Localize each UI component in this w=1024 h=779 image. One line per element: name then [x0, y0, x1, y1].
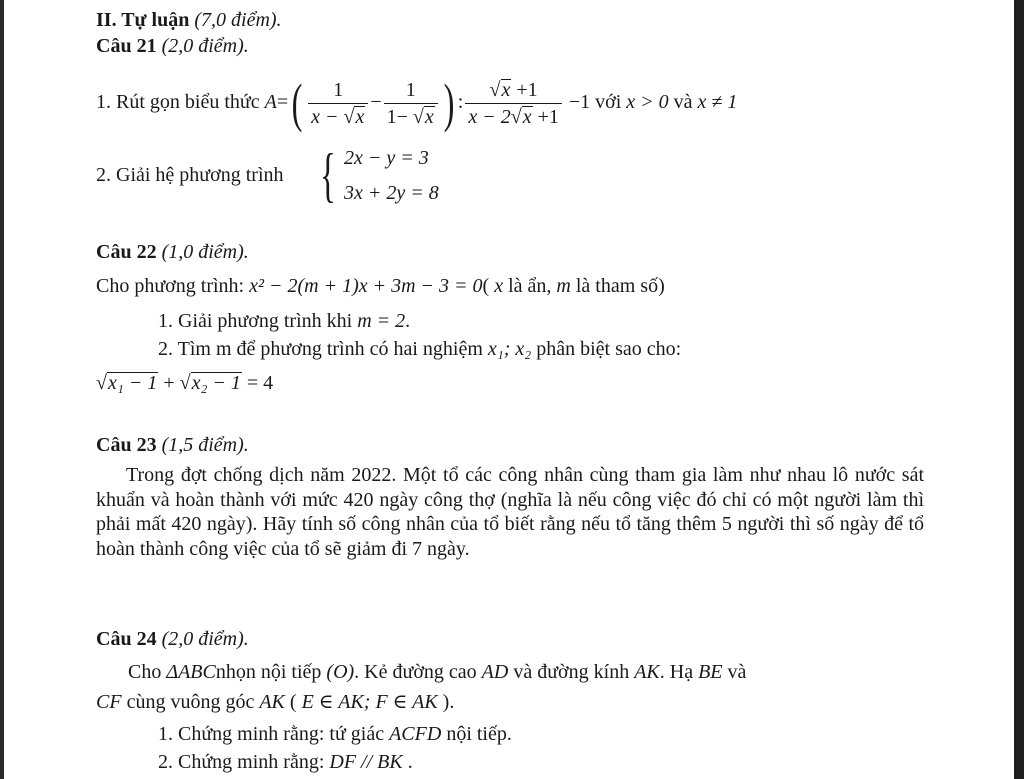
q22-equation: x² − 2(m + 1)x + 3m − 3 = 0 [249, 275, 483, 297]
q24-l2-c: ). [437, 691, 455, 713]
part-heading [96, 8, 282, 32]
q21-title: Câu 21 [96, 35, 157, 57]
q24-l1-d: và đường kính [508, 661, 635, 683]
q22-points: (1,0 điểm). [156, 241, 249, 263]
q21-equals: = [276, 91, 289, 113]
q24-l1-b: nhọn nội tiếp [215, 661, 327, 683]
q22-item1-end: . [405, 310, 411, 332]
part-heading-title: II. Tự luận [96, 9, 190, 31]
q24-item1-end: nội tiếp. [441, 723, 512, 745]
part-heading-points: (7,0 điểm). [189, 9, 282, 31]
q21-condition-2: x ≠ 1 [697, 91, 738, 113]
fraction-2-denominator [384, 104, 438, 128]
q24-item2-text: 2. Chứng minh rằng: [158, 751, 330, 773]
q24-l1-c: . Kẻ đường cao [354, 661, 482, 683]
system-equation-1: 2x − y = 3 [344, 147, 429, 169]
q22-item1-text: 1. Giải phương trình khi [158, 310, 358, 332]
sqrt-content: x [522, 105, 532, 128]
q22-note-end: là tham số) [570, 275, 665, 297]
q24-l2-b: ( [284, 691, 302, 713]
q24-DF-parallel-BK: DF // BK [329, 751, 403, 773]
fraction-3-denominator [465, 104, 562, 128]
fraction-2-den-part: 1− [386, 105, 413, 128]
q24-item1-text: 1. Chứng minh rằng: tứ giác [158, 723, 390, 745]
q22-note-open: ( [482, 275, 495, 297]
q21-colon: : [457, 91, 464, 113]
q22-heading [96, 240, 249, 264]
fraction-1-den-part: x − [311, 105, 344, 128]
sqrt-content: x [355, 105, 365, 128]
sqrt-content: x [501, 78, 511, 101]
q24-CF: CF [96, 691, 122, 713]
q23-body: Trong đợt chống dịch năm 2022. Một tổ các công nhân cùng tham gia làm như nhau lô nước sát khuẩn và hoàn thành với mức 420 ngày công thợ (nghĩa là nếu công việc đó chỉ có một người làm thì phải mất 420 ngày). Hãy tính số công nhân của tổ biết rằng nếu tổ tăng thêm 5 người thì số ngày để tổ hoàn thành công việc của tổ sẽ giảm đi 7 ngày. [96, 464, 924, 560]
q21-item2 [96, 163, 284, 187]
sqrt-glyph: √x₁ − 1 [96, 372, 158, 394]
q22-item2-end: phân biệt sao cho: [531, 338, 682, 360]
q24-AD: AD [481, 661, 509, 683]
q21-and: và [668, 91, 698, 113]
q24-item1 [158, 722, 512, 746]
q22-root-1: x₁ − 1 [107, 372, 158, 394]
fraction-3-den-part: x − 2 [468, 105, 511, 128]
q22-note-mid: là ẩn, [503, 275, 557, 297]
fraction-3-den-tail: +1 [532, 105, 559, 128]
sqrt-glyph: √x [343, 105, 365, 128]
q23-title: Câu 23 [96, 434, 157, 456]
q24-l1-e: . Hạ [659, 661, 699, 683]
q21-heading [96, 34, 249, 58]
q21-fraction-2 [384, 79, 438, 128]
q24-item2 [158, 750, 413, 774]
q24-item2-end: . [402, 751, 413, 773]
fraction-3-numerator [465, 79, 562, 104]
q24-AK-2: AK [259, 691, 285, 713]
system-brace-glyph: { [320, 142, 336, 208]
q21-item1-text: 1. Rút gọn biểu thức [96, 91, 260, 113]
q22-item2-text: 2. Tìm m để phương trình có hai nghiệm [158, 338, 488, 360]
q22-intro-text: Cho phương trình: [96, 275, 250, 297]
q22-title: Câu 22 [96, 241, 157, 263]
q24-AK: AK [634, 661, 660, 683]
right-paren-glyph: ) [443, 73, 455, 134]
q23-paragraph [96, 463, 924, 561]
q24-line1 [128, 660, 746, 684]
q24-circle: (O) [326, 661, 355, 683]
q21-fraction-1 [308, 79, 368, 128]
fraction-1-denominator [308, 104, 368, 128]
q22-item1-math: m = 2 [357, 310, 406, 332]
q21-condition-1: x > 0 [626, 91, 669, 113]
q22-root-2: x₂ − 1 [191, 372, 241, 394]
sqrt-glyph: √x₂ − 1 [179, 372, 241, 394]
q21-var-A: A [264, 91, 277, 113]
q24-heading [96, 627, 249, 651]
q21-item2-text: 2. Giải hệ phương trình [96, 164, 284, 186]
q22-var-m: m [556, 275, 571, 297]
q24-condition: E ∈ AK; F ∈ AK [301, 691, 438, 713]
sqrt-content: x [424, 105, 434, 128]
sqrt-glyph: √x [489, 78, 511, 101]
right-edge-border [1014, 0, 1024, 779]
sqrt-glyph: √x [412, 105, 434, 128]
q21-fraction-3 [465, 79, 562, 128]
q23-heading [96, 433, 249, 457]
q22-condition [96, 371, 273, 395]
sqrt-glyph: √x [510, 105, 532, 128]
q22-item2-vars: x₁; x₂ [487, 338, 532, 360]
q24-BE: BE [698, 661, 723, 683]
left-paren-glyph: ( [291, 73, 303, 134]
q21-minus: − [370, 91, 382, 113]
q21-item1 [96, 72, 737, 132]
q22-item2 [158, 337, 681, 361]
q21-tail: −1 với [563, 91, 627, 113]
q24-l2-a: cùng vuông góc [121, 691, 260, 713]
q22-var-x: x [494, 275, 504, 297]
q24-ACFD: ACFD [389, 723, 442, 745]
q24-title: Câu 24 [96, 628, 157, 650]
fraction-2-numerator: 1 [384, 79, 438, 104]
system-equation-2: 3x + 2y = 8 [344, 182, 439, 204]
q22-intro [96, 274, 665, 298]
q23-points: (1,5 điểm). [156, 434, 249, 456]
q22-equals-4: = 4 [241, 372, 274, 394]
q24-line2 [96, 690, 454, 714]
q21-points: (2,0 điểm). [156, 35, 249, 57]
q24-triangle: ΔABC [166, 661, 216, 683]
q22-item1 [158, 309, 410, 333]
q24-points: (2,0 điểm). [156, 628, 249, 650]
fraction-3-num-part: +1 [511, 78, 538, 101]
q22-plus: + [158, 372, 180, 394]
q24-l1-f: và [722, 661, 747, 683]
fraction-1-numerator: 1 [308, 79, 368, 104]
q24-l1-a: Cho [128, 661, 167, 683]
